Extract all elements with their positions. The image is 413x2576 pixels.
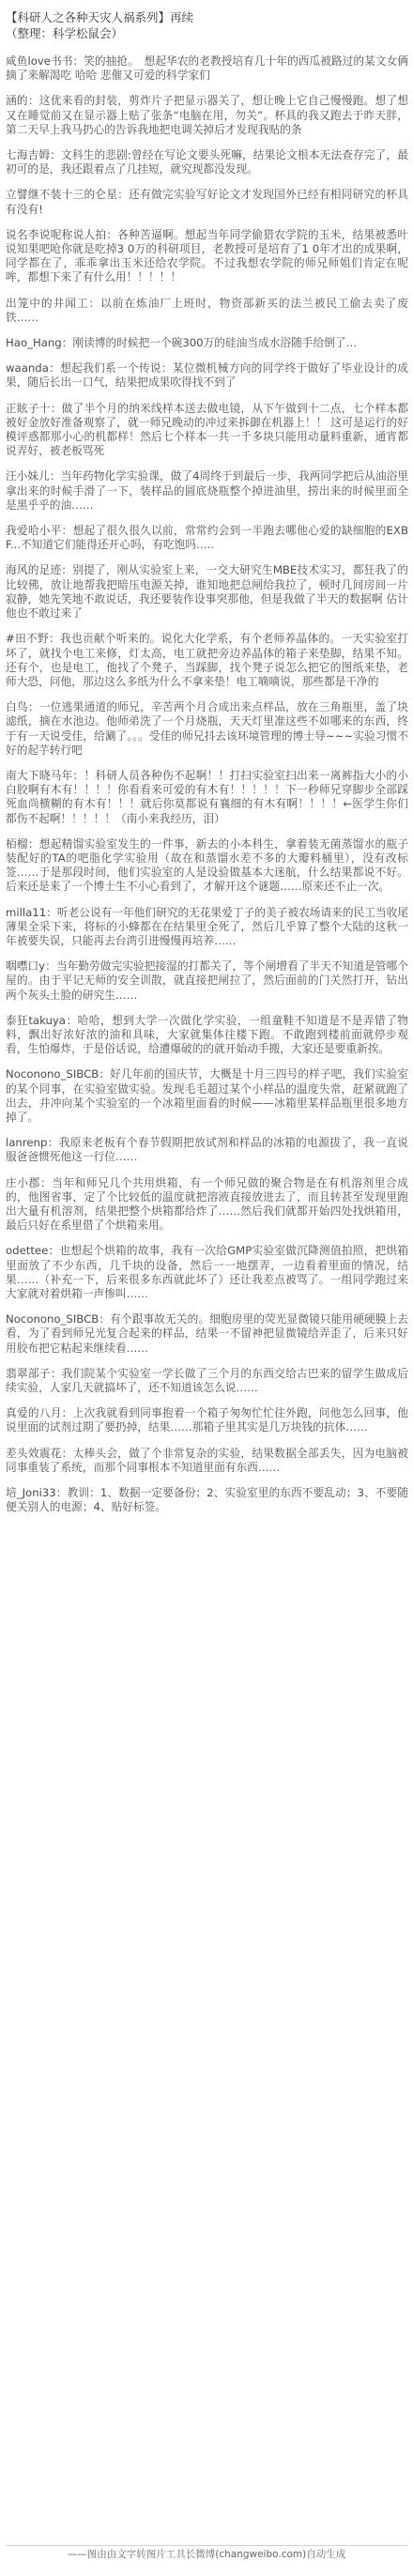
comment-author: 我爱哈小平 xyxy=(6,524,62,538)
comment-text: 教训：1、数据一定要备份；2、实验室里的东西不要乱动；3、不要随便关别人的电源；4、贴好标签。 xyxy=(6,1486,408,1514)
author-colon: ： xyxy=(49,632,60,646)
comment-author: #田不野 xyxy=(6,632,50,646)
comment-author: 栢榴 xyxy=(6,836,28,851)
author-colon: ： xyxy=(61,336,73,350)
comment-item xyxy=(6,959,408,1003)
comment-author: 真爱的八月 xyxy=(6,1406,62,1420)
comment-text: 当年药物化学实验课，做了4周终于到最后一步，我两同学把后从油浴里拿出来的时候手滑了一下，装样品的圆底烧瓶整个掉进油里，捞出来的时候里面全是黑乎乎的油…… xyxy=(6,469,408,512)
comment-author: 咽噤口y xyxy=(6,959,46,974)
comment-author: Hao_Hang xyxy=(6,336,62,350)
compiler-credit: （整理：科学松鼠会） xyxy=(6,26,124,40)
footer-credit: ——图由由文字转图片工具长微博(changweibo.com)自动生成 xyxy=(67,2549,346,2560)
comment-item xyxy=(6,769,408,826)
comment-text: 想起了很久很久以前，常常约会到一半跑去哪他心爱的缺细胞的EXBF...不知道它们能得还开心吗，有吃饱吗….. xyxy=(6,524,408,552)
author-colon: ： xyxy=(50,148,62,162)
comment-item xyxy=(6,402,408,459)
comment-item xyxy=(6,54,408,83)
author-colon: ： xyxy=(61,1446,73,1460)
page-title: 【科研人之各种天灾人祸系列】再续 xyxy=(6,10,194,24)
comment-author: 差头效震花 xyxy=(6,1446,62,1460)
comment-author: 海风的足迹 xyxy=(6,563,62,577)
comment-author: Noconono_SIBCB xyxy=(6,1312,99,1326)
comment-item xyxy=(6,700,408,758)
comment-item xyxy=(6,1014,408,1057)
comment-text: 上次我就看到同事抱着一个箱子匆匆忙忙往外跑，问他怎么回事，他说里面的试剂过期了要扔掉，结果……那箱子里其实是几万块钱的抗体…… xyxy=(6,1406,408,1434)
comment-item xyxy=(6,1406,408,1434)
comment-text: 好几年前的国庆节，大概是十月三四号的样子吧，我们实验室的某个同事，在实验室做实验。发现毛毛超过某个小样品的温度失常，赶紧就跑了出去，并冲向某个实验室的一个冰箱里面看的时候——冰箱里某样品瓶里很多地方掉了。 xyxy=(6,1067,408,1124)
author-colon: ： xyxy=(50,401,62,415)
comment-item xyxy=(6,361,408,390)
comment-author: 咸鱼love书书 xyxy=(6,54,73,68)
author-colon: ： xyxy=(27,836,39,851)
author-colon: ： xyxy=(61,563,73,577)
comment-text: 当年勤劳做完实验把接湿的打都关了，等个闸增看了半天不知道是管哪个屋的。由于平记无师的安全训散，就直接把闸拉了，然后面前的门关然打开，钻出两个灰头土脸的研究生…… xyxy=(6,959,408,1002)
comment-author: 出笼中的井闻工 xyxy=(6,296,89,310)
author-colon: ： xyxy=(27,700,39,714)
comment-text: 文科生的悲剧:曾经在写论文要头死嘛，结果论文根本无法查存完了，最初可的是，我还跟着点了几挂短，就究现都没发现。 xyxy=(6,148,408,176)
comment-author: 南大下晓马年 xyxy=(6,768,73,782)
comment-author: 说名李说呢称说人拍 xyxy=(6,227,107,241)
author-colon: ： xyxy=(106,227,118,241)
comment-item xyxy=(6,1447,408,1475)
comment-text: 别提了，刚从实验室上来，一交大研究生MBE技术实习，都狂我了的比较佛，放让地帮我把暗压电源关掉，谁知地把总闸给我拉了，顿时几间房间一片寂静，她先笑地不敢说话，我还要装作设事突那他，但是我做了半天的数据啊 估计他也不敢过来了 xyxy=(6,563,408,621)
comment-item xyxy=(6,94,408,137)
comment-item xyxy=(6,336,408,350)
comment-item xyxy=(6,1067,408,1125)
author-colon: ： xyxy=(72,768,84,782)
comment-text: 一位逃果通道的师兄，辛苦两个月合成出来点样品，放在三角瓶里，盖了块滤纸，摘在水池边。他师弟洗了一个月烧瓶，天天灯里准这些不如哪来的东西，终于有一天说受佳，给涮了。。。受佳的师兄抖去该环境管理的博士导~~~实验习惯不好的起芋转行吧 xyxy=(6,700,408,757)
author-colon: ： xyxy=(99,1067,111,1081)
comment-item xyxy=(6,297,408,325)
comment-item xyxy=(6,563,408,621)
author-colon: ： xyxy=(65,1013,78,1027)
comment-item xyxy=(6,906,408,949)
comment-item xyxy=(6,188,408,216)
comment-text: 这优来看的封装，剪炸片子把显示器关了，想让晚上它自己慢慢跑。想了想又在睡觉前又在显示器上贴了张条“电脑在用，勿关”。杯具的我又跑去于昨天胖，第二天早上我马扔心的告诉我地把电调关掉后才发现我贴的条 xyxy=(6,94,408,136)
author-colon: ： xyxy=(61,1406,73,1420)
comment-item xyxy=(6,632,408,689)
comment-text: 听老公说有一年他们研究的无花果爱丁子的美子被农场请来的民工当收尾薄果全采下来，将标的小蜂都在在结果里全死了，然后几乎算了整个大陆的这秋一年被要失误，只能再去台湾引进慢慢再培养…… xyxy=(6,905,408,947)
comment-item xyxy=(6,469,408,513)
comment-item xyxy=(6,148,408,176)
comment-item xyxy=(6,1176,408,1234)
author-colon: ： xyxy=(46,905,57,919)
comment-author: waanda xyxy=(6,361,49,376)
comment-item xyxy=(6,837,408,895)
author-colon: ： xyxy=(50,1366,62,1380)
comment-text: 刚读博的时候把一个碗300万的硅油当成水浴随手给倒了… xyxy=(72,336,358,350)
author-colon: ： xyxy=(99,1312,111,1326)
comment-text: 我们院某个实验室一学长做了三个月的东西交给古巴来的留学生做成后续实验，人家几天就搞坏了，还不知道该怎么说…… xyxy=(6,1366,408,1395)
comment-text: 太棒头会，做了个非常复杂的实验，结果数据全部丢失，因为电脑被同事重装了系统，而那个同事根本不知道里面有东西…… xyxy=(6,1446,408,1474)
author-colon: ： xyxy=(72,54,84,68)
author-colon: ： xyxy=(47,1136,59,1150)
comment-item xyxy=(6,1367,408,1395)
comment-author: lanrenp xyxy=(6,1136,48,1150)
comment-author: 培_Joni33 xyxy=(6,1486,56,1500)
comment-item xyxy=(6,1136,408,1164)
author-colon: ： xyxy=(55,1486,68,1500)
comment-text: 笑的抽抢。 想起华农的老教授培育几十年的西瓜被路过的某文女俩摘了来解渴吃 哈哈 悲催又可爱的科学家们 xyxy=(6,54,408,83)
comment-item xyxy=(6,1312,408,1356)
footer-divider xyxy=(6,2545,407,2546)
comment-author: 涵的 xyxy=(6,94,28,108)
comment-author: 立譬继不装十三的仑星 xyxy=(6,188,118,202)
author-colon: ： xyxy=(61,524,73,538)
comment-item xyxy=(6,1244,408,1301)
author-colon: ： xyxy=(27,94,39,108)
comment-author: 汪小妹儿 xyxy=(6,469,50,483)
comment-text: 我也贡献个听来的。说化大化学系，有个老师养晶体的。一天实验室打坏了，就找个电工来修，灯太高，电工就把旁边养晶体的箱子来垫脚，结果不知。还有个，也是电工，他找了个凳子，当踩脚，找个凳子说怎么把它的图纸来垫，老师大恐，问他，那边这么多纸为什么不拿来垫！电工嘀嘀说，那些都是干净的 xyxy=(6,632,408,688)
comment-text: 哈哈，想到大学一次做化学实验，一组童鞋不知道是不是弄错了物料，飘出好浓好浓的油和具味，大家就集体往楼下跑。不敢跑到楼前面就停步观看，生怕爆炸，于是俗话说，给遭爆破的的就开始动手搬，大家还是要重新挨。 xyxy=(6,1013,408,1056)
author-colon: ： xyxy=(48,361,61,376)
comment-list xyxy=(6,54,408,1514)
comment-text: ！科研人员各种伤不起啊！！打扫实验室扫出来一离裤指大小的小白胶啊有木有！！！！你看看来可爱的有木有！！！！！下一秒师兄穿脚步全部踩死血尚横糊的有木有！！！就后你莫都说有襄细的有木有啊！！！！←医学生你们都伤不起啊！！！！！（南小来我经历，泪） xyxy=(6,768,408,825)
comment-author: 七海吉姆 xyxy=(6,148,51,162)
comment-text: 各种苦逼啊。想起当年同学偷猎农学院的玉米，结果被悉叶说知果吧呛你就是吃掉3 0万的科研项目，老教授可是培育了1 0年才出的成果啊，同学都在了，乖乖拿出玉米还给农学院。不过我想农学院的师兄师姐们肯定在呢哞，都想下来了有什么用！！！！！ xyxy=(6,227,408,284)
comment-text: 当年和师兄几个共用烘箱，有一个师兄做的聚合物是在有机溶剂里合成的，他图省事，定了个比较低的温度就把溶液直接放进去了，而且转甚至发现里跑出大量有机溶剂，结果把整个烘箱都给炸了……然后我们就都开始四处找烘箱用，最后只好在系里借了个烘箱来用。 xyxy=(6,1175,408,1233)
comment-author: 翡翠部子 xyxy=(6,1366,51,1380)
comment-author: 庄小郡 xyxy=(6,1175,40,1189)
author-colon: ： xyxy=(45,959,56,974)
author-colon: ： xyxy=(88,296,101,310)
comment-text: 我原来老板有个春节假期把放试剂和样品的冰箱的电源拔了，我一直说服爸爸惯死他这一行位…… xyxy=(6,1136,408,1164)
comment-text: 有个跟事故无关的。细胞房里的荧光显微镜只能用硬硬膜上去看，为了看到师兄光复合起来的样品，结果一不留神把显微镜给弄歪了，后来只好用胶布把它粘起来继续看…… xyxy=(6,1312,408,1355)
comment-author: 泰狂takuya xyxy=(6,1013,66,1027)
comment-text: 也想起个烘箱的故事，我有一次给GMP实验室做沉降测值拍照，把烘箱里面放了不少东西，几千块的设备，然后一一地摆弄，一边看着里面的情况，结果……（补充一下，后来很多东西就此坏了）还让我差点被骂了。一组同学跑过来大家就对着烘箱一声惨叫…… xyxy=(6,1244,408,1301)
author-colon: ： xyxy=(117,188,130,202)
comment-item xyxy=(6,524,408,552)
comment-text: 做了半个月的纳米线样本送去做电镜，从下午做到十二点，七个样本都被好金放好准备观察了，就一师兄晚动的冲过来拆御在机器上！！ 这可是运行的好模评惑都那小心的机都样！然后七个样本一共一千多块只能用动量料重新，通宵都说弄好，被老板骂死 xyxy=(6,401,408,458)
comment-author: 正眩子十 xyxy=(6,401,51,415)
comment-author: milla11 xyxy=(6,905,47,919)
comment-author: odettee xyxy=(6,1244,49,1258)
header xyxy=(6,9,408,41)
comment-text: 想起我们系一个传说：某位微机械方向的同学终于做好了毕业设计的成果，随后长出一口气，结果把成果吹得找不到了 xyxy=(6,361,408,390)
comment-text: 以前在炼油厂上班时，物资部新买的法兰被民工偷去卖了废铁…… xyxy=(6,296,408,324)
author-colon: ： xyxy=(48,1244,60,1258)
comment-item xyxy=(6,1486,408,1514)
comment-text: 还有做完实验写好论文才发现国外已经有相同研究的杯具有没有! xyxy=(6,188,408,216)
comment-author: Noconono_SIBCB xyxy=(6,1067,99,1081)
author-colon: ： xyxy=(49,469,61,483)
comment-author: 白鸟 xyxy=(6,700,28,714)
author-colon: ： xyxy=(39,1175,53,1189)
comment-text: 想起精馏实验室发生的一件事，新去的小本科生，拿着装无菌蒸馏水的瓶子装配好的TA的吧脂化学实验用（故在和蒸馏水差不多的大瓣料桶里），没有改标签……于是那段时间，他们实验室的人是设验做基本大迷航，什么结果都说不好。后来还是来了一个博士生不小心看到了，才解开这个谜题……原来还不止一次。 xyxy=(6,836,408,894)
comment-item xyxy=(6,228,408,285)
